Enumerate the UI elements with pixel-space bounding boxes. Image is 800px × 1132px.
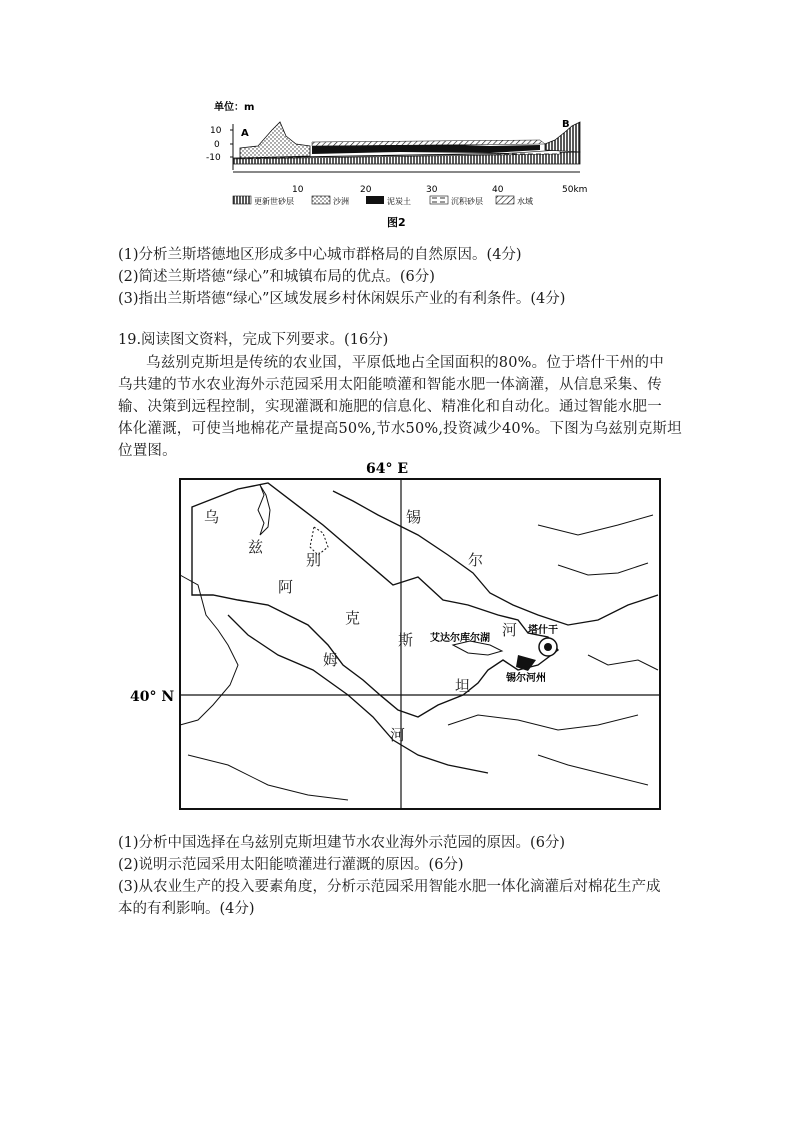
- q19-body-line-1: 乌兹别克斯坦是传统的农业国，平原低地占全国面积的80%。位于塔什干州的中: [146, 355, 664, 371]
- map-svg: [118, 455, 678, 820]
- q19-body-line-4: 体化灌溉，可使当地棉花产量提高50%,节水50%,投资减少40%。下图为乌兹别克斯坦: [118, 421, 682, 437]
- legend-dune: 沙洲: [333, 197, 349, 206]
- legend-pleistocene: 更新世砂层: [254, 197, 294, 206]
- legend-sediment: 沉积砂层: [451, 197, 483, 206]
- tashkent-label: 塔什干: [528, 625, 558, 636]
- lake-label: 艾达尔库尔湖: [430, 633, 490, 644]
- map-char-he-amu: 河: [390, 726, 406, 744]
- q19-body-line-3: 输、决策到远程控制，实现灌溉和施肥的信息化、精准化和自动化。通过智能水肥一: [118, 399, 662, 415]
- map-char-wu: 乌: [204, 508, 220, 526]
- x-tick-10: 10: [292, 185, 304, 195]
- map-char-zi: 兹: [248, 538, 264, 556]
- map-char-a: 阿: [278, 578, 294, 596]
- q18-part-3: (3)指出兰斯塔德“绿心”区域发展乡村休闲娱乐产业的有利条件。(4分): [118, 291, 566, 307]
- map-char-er: 尔: [468, 551, 484, 569]
- map-char-bie: 别: [306, 551, 322, 569]
- y-tick-0: 0: [214, 140, 220, 150]
- dune-layer: [240, 122, 310, 158]
- aral-sea: [258, 485, 270, 535]
- longitude-label: 64° E: [366, 461, 409, 477]
- point-b: B: [562, 119, 570, 130]
- figure-caption: 图2: [387, 216, 406, 229]
- uzbekistan-location-map: [118, 455, 678, 820]
- map-char-si: 斯: [398, 631, 414, 649]
- y-tick-neg10: -10: [206, 153, 221, 163]
- x-tick-20: 20: [360, 185, 372, 195]
- q19-heading: 19.阅读图文资料，完成下列要求。(16分): [118, 332, 389, 348]
- x-tick-40: 40: [492, 185, 504, 195]
- map-char-mu: 姆: [323, 651, 339, 669]
- map-char-ke: 克: [345, 609, 361, 627]
- map-char-xi: 锡: [406, 508, 422, 526]
- q19-part-3-cont: 本的有利影响。(4分): [118, 901, 255, 917]
- map-char-tan: 坦: [455, 677, 471, 695]
- point-a: A: [241, 128, 249, 139]
- map-frame: [180, 479, 660, 809]
- cross-section-diagram: [200, 92, 600, 232]
- q19-part-2: (2)说明示范园采用太阳能喷灌进行灌溉的原因。(6分): [118, 857, 464, 873]
- q18-part-1: (1)分析兰斯塔德地区形成多中心城市群格局的自然原因。(4分): [118, 247, 522, 263]
- x-tick-30: 30: [426, 185, 438, 195]
- legend-peat: 泥炭土: [387, 197, 411, 206]
- unit-label: 单位：m: [214, 102, 255, 113]
- water-layer: [312, 140, 545, 146]
- syr-darya-state-label: 锡尔河州: [506, 673, 546, 684]
- x-tick-50: 50km: [562, 185, 588, 195]
- syr-darya-river: [333, 491, 658, 625]
- q19-body-line-2: 乌共建的节水农业海外示范园采用太阳能喷灌和智能水肥一体滴灌，从信息采集、传: [118, 377, 662, 393]
- figure-2: [200, 92, 600, 232]
- latitude-label: 40° N: [130, 689, 175, 705]
- q19-part-1: (1)分析中国选择在乌兹别克斯坦建节水农业海外示范园的原因。(6分): [118, 835, 566, 851]
- syr-darya-state-area: [516, 655, 536, 671]
- q19-body-line-5: 位置图。: [118, 443, 177, 459]
- q18-part-2: (2)简述兰斯塔德“绿心”和城镇布局的优点。(6分): [118, 269, 435, 285]
- q19-part-3: (3)从农业生产的投入要素角度，分析示范园采用智能水肥一体化滴灌后对棉花生产成: [118, 879, 661, 895]
- map-char-he-syr: 河: [502, 621, 518, 639]
- legend-water: 水域: [517, 197, 533, 206]
- y-tick-10: 10: [210, 126, 222, 136]
